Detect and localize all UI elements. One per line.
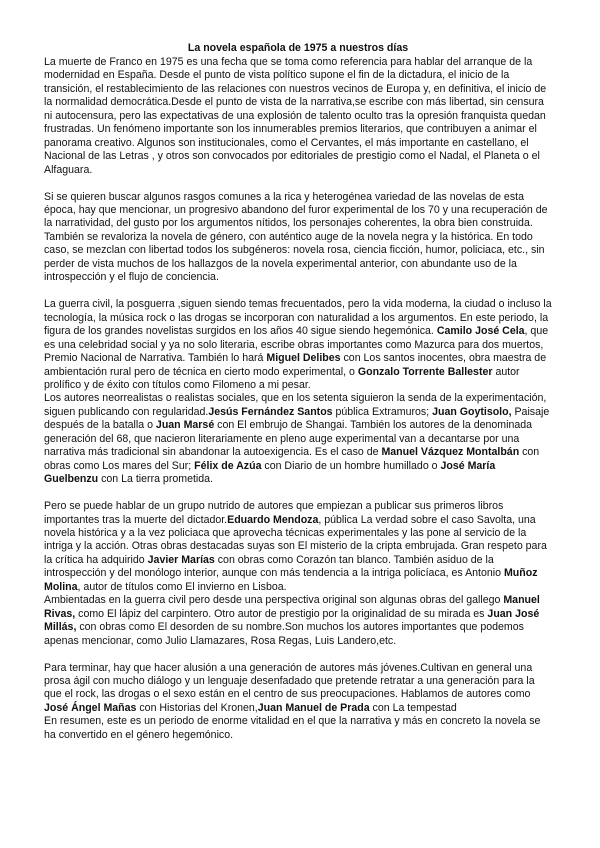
author-name: Muñoz Molina <box>44 567 538 593</box>
text-run: con Los santos inocentes, obra maestra de ambientación rural pero de técnica en cierto modo experimental, o <box>44 352 547 378</box>
text-run: , autor de títulos como El invierno en Lisboa. <box>77 580 287 593</box>
paragraph-7 <box>44 662 552 716</box>
text-run: Paisaje después de la batalla o <box>44 405 550 432</box>
text-run: En resumen, este es un periodo de enorme vitalidad en el que la narrativa y más en concreto la novela se ha convertido en el género hegemónico. <box>44 715 541 741</box>
text-run: , pública La verdad sobre el caso Savolta, una novela histórica y a la vez policiaca que aprovecha técnicas experimentales y las pone al servicio de la intriga y la acción. Otras obras destacadas suyas son El misterio de la cripta embrujada. Gran respeto para la crítica ha adquirido <box>44 513 547 566</box>
document-body <box>44 56 552 742</box>
text-run: Para terminar, hay que hacer alusión a una generación de autores más jóvenes.Cultivan en general una prosa ágil con mucho diálogo y un lenguaje desenfadado que pretende retratar a una generación para la que el rock, las drogas o el sexo están en el centro de sus preocupaciones. Hablamos de autores como <box>44 661 535 701</box>
author-name: Manuel Rivas, <box>44 594 540 620</box>
author-name: Jesús Fernández Santos <box>208 405 333 418</box>
text-run: Si se quieren buscar algunos rasgos comunes a la rica y heterogénea variedad de las novelas de esta época, hay que mencionar, un progresivo abandono del furor experimental de los 70 y una recuperación de la narratividad, del gusto por los argumentos nítidos, los personajes coherentes, la obra bien construida. También se revaloriza la novela de género, con auténtico auge de la novela negra y la histórica. En todo caso, se mezclan con libertad todos los subgéneros: novela rosa, ciencia ficción, humor, policiaca, etc., sin perder de vista muchos de los hallazgos de la novela experimental anterior, con abundante uso de la introspección y el flujo de conciencia. <box>44 190 548 284</box>
author-name: Javier Marías <box>147 553 215 566</box>
paragraph-2 <box>44 191 552 285</box>
text-run: como El lápiz del carpintero. Otro autor de prestigio por la originalidad de su mirada es <box>75 607 488 620</box>
text-run: Pero se puede hablar de un grupo nutrido de autores que empiezan a publicar sus primeros libros importantes tras la muerte del dictador. <box>44 500 504 526</box>
author-name: Juan Manuel de Prada <box>257 701 370 714</box>
author-name: Eduardo Mendoza <box>227 513 319 526</box>
author-name: Juan Goytisolo, <box>432 405 512 418</box>
author-name: Miguel Delibes <box>266 352 341 365</box>
text-run: con Historias del Kronen, <box>136 701 258 714</box>
text-run: Ambientadas en la guerra civil pero desde una perspectiva original son algunas obras del gallego <box>44 594 504 607</box>
author-name: José Ángel Mañas <box>44 701 137 714</box>
text-run: pública Extramuros; <box>332 405 433 418</box>
text-run: con obras como El desorden de su nombre.Son muchos los autores importantes que podemos apenas mencionar, como Julio Llamazares, Rosa Regas, Luis Landero,etc. <box>44 621 524 647</box>
text-run: con obras como Corazón tan blanco. También asiduo de la introspección y del monólogo interior, aunque con más tendencia a la intriga policíaca, es Antonio <box>44 553 504 580</box>
text-run: con La tierra prometida. <box>98 473 213 486</box>
text-run: autor prolífico y de éxito con títulos como Filomeno a mi pesar. <box>44 365 520 391</box>
author-name: Gonzalo Torrente Ballester <box>357 365 493 378</box>
text-run: , que es una celebridad social y ya no solo literaria, escribe obras importantes como Mazurca para dos muertos, Premio Nacional de Narrativa. También lo hará <box>44 325 549 365</box>
paragraph-3 <box>44 298 552 392</box>
author-name: Juan Marsé <box>155 419 215 432</box>
author-name: Félix de Azúa <box>194 459 262 472</box>
text-run: Los autores neorrealistas o realistas sociales, que en los setenta siguieron la senda de la experimentación, siguen publicando con regularidad. <box>44 392 547 418</box>
text-run: con obras como Los mares del Sur; <box>44 446 540 472</box>
paragraph-4 <box>44 392 552 486</box>
author-name: Juan José Millás, <box>44 607 540 634</box>
paragraph-6 <box>44 594 552 648</box>
text-run: La guerra civil, la posguerra ,siguen siendo temas frecuentados, pero la vida moderna, la ciudad o incluso la tecnología, la música rock o las drogas se incorporan con naturalidad a los argumentos. En este periodo, la figura de los grandes novelistas surgidos en los años 40 sigue siendo hegemónica. <box>44 298 552 338</box>
text-run: con El embrujo de Shangai. También los autores de la denominada generación del 68, que nacieron literariamente en pleno auge experimental van a decantarse por una narrativa más tradicional sin abandonar la autoexigencia. Es el caso de <box>44 419 533 459</box>
paragraph-5 <box>44 500 552 594</box>
author-name: José María Guelbenzu <box>44 459 496 486</box>
paragraph-8 <box>44 715 552 742</box>
author-name: Camilo José Cela <box>436 325 525 338</box>
text-run: con Diario de un hombre humillado o <box>261 459 441 472</box>
document-title: La novela española de 1975 a nuestros días <box>187 42 409 54</box>
text-run: con La tempestad <box>369 701 457 714</box>
author-name: Manuel Vázquez Montalbán <box>381 446 520 459</box>
paragraph-1 <box>44 56 552 177</box>
text-run: La muerte de Franco en 1975 es una fecha que se toma como referencia para hablar del arranque de la modernidad en España. Desde el punto de vista político supone el fin de la dictadura, el inicio de la transición, el restablecimiento de las relaciones con nuestros vecinos de Europa y, en definitiva, el inicio de la normalidad democrática.Desde el punto de vista de la narrativa,se escribe con más libertad, sin censura ni autocensura, pero las expectativas de una explosión de talento oculto tras la opresión franquista quedan frustradas. Un fenómeno importante son los innumerables premios literarios, que contribuyen a animar el panorama creativo. Algunos son institucionales, como el Cervantes, el más importante en castellano, el Nacional de las Letras , y otros son convocados por editoriales de prestigio como el Nadal, el Planeta o el Alfaguara. <box>44 56 547 176</box>
